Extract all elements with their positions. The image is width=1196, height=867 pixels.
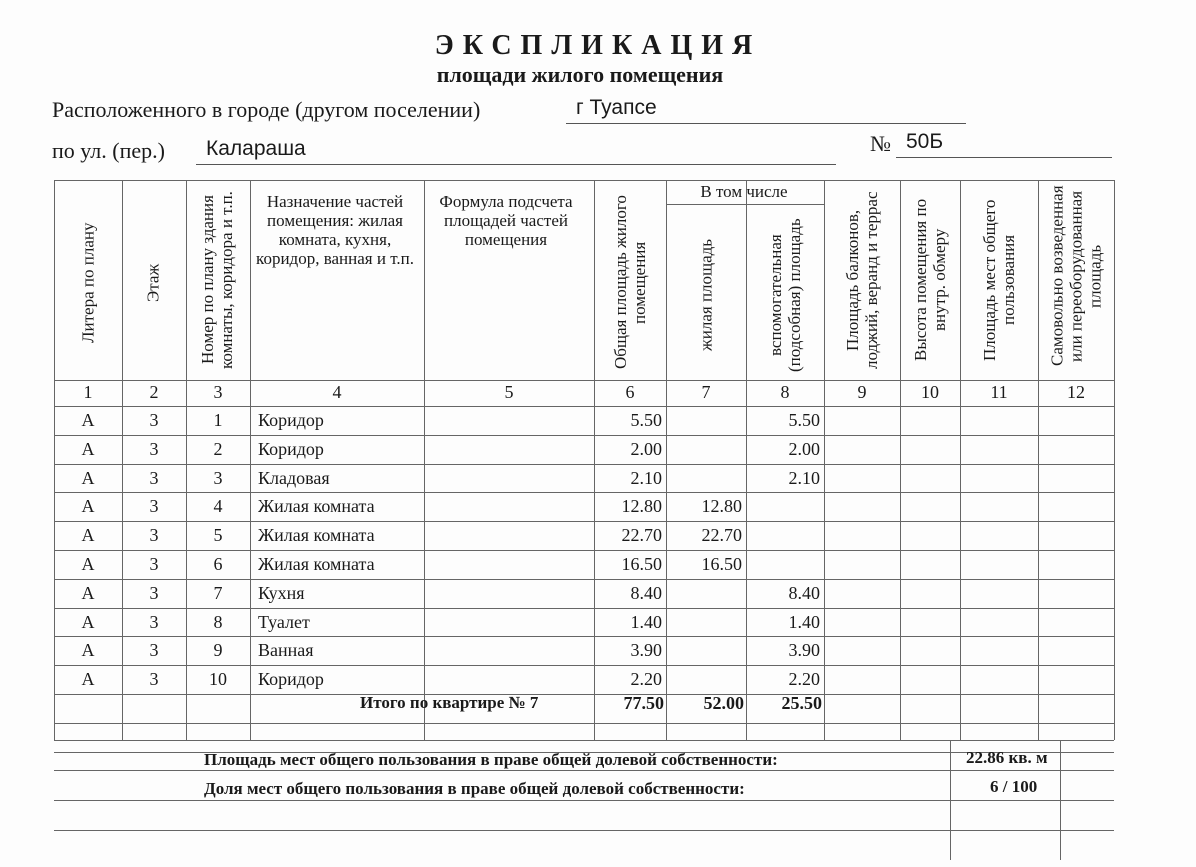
col-number: 7 xyxy=(701,382,711,402)
cell-floor: 3 xyxy=(149,467,159,488)
cell-lit: А xyxy=(81,611,95,632)
cell-floor: 3 xyxy=(149,496,159,517)
grid-line xyxy=(54,665,1114,666)
grid-line xyxy=(54,800,1114,801)
cell-aux: 3.90 xyxy=(788,640,820,661)
share-value: 6 / 100 xyxy=(990,777,1038,796)
col-header-litera: Литера по плану xyxy=(78,222,98,343)
cell-num: 8 xyxy=(213,611,223,632)
grid-line xyxy=(1060,740,1061,860)
grid-line xyxy=(54,830,1114,831)
number-label: № xyxy=(870,131,891,156)
cell-total: 8.40 xyxy=(630,582,662,603)
col-header-purpose: Назначение частей помещения: жилая комната, кухня, коридор, ванная и т.п. xyxy=(256,192,414,268)
cell-lit: А xyxy=(81,496,95,517)
cell-total: 12.80 xyxy=(621,496,662,517)
col-number: 11 xyxy=(990,382,1008,402)
cell-aux: 8.40 xyxy=(788,582,820,603)
cell-lit: А xyxy=(81,525,95,546)
cell-floor: 3 xyxy=(149,410,159,430)
cell-aux: 1.40 xyxy=(788,611,820,632)
grid-line xyxy=(54,694,1114,695)
col-number: 2 xyxy=(149,382,159,402)
cell-name: Жилая комната xyxy=(258,525,375,546)
cell-lit: А xyxy=(81,582,95,603)
col-number: 10 xyxy=(921,382,939,402)
col-number: 5 xyxy=(504,382,514,402)
col-number: 3 xyxy=(213,382,223,402)
city-field: г Туапсе xyxy=(566,96,966,124)
grid-line xyxy=(54,770,1114,771)
cell-num: 9 xyxy=(213,640,223,661)
grid-line xyxy=(54,608,1114,609)
col-header-incl: В том числе xyxy=(700,182,788,201)
cell-total: 2.20 xyxy=(630,669,662,690)
share-label: Доля мест общего пользования в праве общей долевой собственности: xyxy=(204,779,745,798)
cell-total: 2.00 xyxy=(630,438,662,459)
grid-line xyxy=(54,579,1114,580)
col-header-balcony: Площадь балконов, лоджий, веранд и террас xyxy=(843,191,881,369)
col-header-room-number: Номер по плану здания комнаты, коридора и т.п. xyxy=(198,191,236,369)
cell-num: 2 xyxy=(213,438,223,459)
grid-line xyxy=(54,464,1114,465)
col-number: 9 xyxy=(857,382,867,402)
cell-living: 12.80 xyxy=(701,496,742,517)
col-header-common: Площадь мест общего пользования xyxy=(980,199,1018,361)
cell-name: Ванная xyxy=(258,640,314,661)
cell-aux: 2.10 xyxy=(788,467,820,488)
totals-total: 77.50 xyxy=(623,693,664,713)
common-area-label: Площадь мест общего пользования в праве общей долевой собственности: xyxy=(204,750,778,769)
cell-total: 5.50 xyxy=(630,410,662,430)
grid-line xyxy=(950,740,951,860)
grid-line xyxy=(54,740,1114,741)
cell-name: Коридор xyxy=(258,669,324,690)
col-number: 6 xyxy=(625,382,635,402)
cell-total: 22.70 xyxy=(621,525,662,546)
cell-floor: 3 xyxy=(149,525,159,546)
grid-line xyxy=(54,406,1114,407)
number-field: 50Б xyxy=(896,130,1112,158)
street-field: Калараша xyxy=(196,137,836,165)
cell-total: 16.50 xyxy=(621,554,662,574)
cell-total: 3.90 xyxy=(630,640,662,661)
totals-aux: 25.50 xyxy=(781,693,822,713)
cell-name: Кладовая xyxy=(258,467,330,488)
grid-line xyxy=(54,492,1114,493)
cell-num: 5 xyxy=(213,525,223,546)
cell-floor: 3 xyxy=(149,582,159,603)
cell-num: 10 xyxy=(209,669,227,690)
cell-aux: 2.20 xyxy=(788,669,820,690)
cell-floor: 3 xyxy=(149,438,159,459)
cell-num: 6 xyxy=(213,554,223,574)
cell-living: 22.70 xyxy=(701,525,742,546)
cell-floor: 3 xyxy=(149,669,159,690)
cell-name: Коридор xyxy=(258,438,324,459)
cell-num: 3 xyxy=(213,467,223,488)
cell-total: 1.40 xyxy=(630,611,662,632)
cell-lit: А xyxy=(81,554,95,574)
col-header-total: Общая площадь жилого помещения xyxy=(611,195,649,370)
col-number: 4 xyxy=(332,382,342,402)
col-header-unauth: Самовольно возведенная или переоборудованная площадь xyxy=(1047,185,1105,367)
subtitle: площади жилого помещения xyxy=(436,62,724,87)
city-label: Расположенного в городе (другом поселении) xyxy=(52,97,481,122)
col-header-aux: вспомогательная (подсобная) площадь xyxy=(766,218,804,372)
col-header-living: жилая площадь xyxy=(696,238,716,352)
cell-num: 4 xyxy=(213,496,223,517)
street-label: по ул. (пер.) xyxy=(52,138,165,163)
cell-aux: 2.00 xyxy=(788,438,820,459)
col-number: 12 xyxy=(1067,382,1085,402)
totals-living: 52.00 xyxy=(703,693,744,713)
cell-lit: А xyxy=(81,640,95,661)
grid-line xyxy=(666,204,824,205)
cell-lit: А xyxy=(81,410,95,430)
cell-floor: 3 xyxy=(149,640,159,661)
col-number: 8 xyxy=(780,382,790,402)
title: ЭКСПЛИКАЦИЯ xyxy=(434,30,762,61)
cell-name: Туалет xyxy=(258,611,310,632)
col-number: 1 xyxy=(83,382,93,402)
cell-lit: А xyxy=(81,669,95,690)
common-area-value: 22.86 кв. м xyxy=(966,748,1048,767)
cell-name: Жилая комната xyxy=(258,496,375,517)
cell-num: 7 xyxy=(213,582,223,603)
cell-name: Кухня xyxy=(258,582,305,603)
grid-line xyxy=(54,521,1114,522)
cell-name: Коридор xyxy=(258,410,324,430)
cell-name: Жилая комната xyxy=(258,554,375,574)
grid-line xyxy=(424,180,425,740)
grid-line xyxy=(54,550,1114,551)
cell-lit: А xyxy=(81,467,95,488)
col-header-height: Высота помещения по внутр. обмеру xyxy=(911,198,949,362)
cell-lit: А xyxy=(81,438,95,459)
cell-total: 2.10 xyxy=(630,467,662,488)
cell-floor: 3 xyxy=(149,611,159,632)
grid-line xyxy=(54,636,1114,637)
cell-floor: 3 xyxy=(149,554,159,574)
totals-label: Итого по квартире № 7 xyxy=(360,693,539,712)
cell-living: 16.50 xyxy=(701,554,742,574)
col-header-floor: Этаж xyxy=(143,263,163,302)
cell-aux: 5.50 xyxy=(788,410,820,430)
grid-line xyxy=(54,435,1114,436)
grid-line xyxy=(54,723,1114,724)
grid-line xyxy=(1114,180,1115,740)
cell-num: 1 xyxy=(213,410,223,430)
col-header-formula: Формула подсчета площадей частей помещения xyxy=(439,192,573,249)
